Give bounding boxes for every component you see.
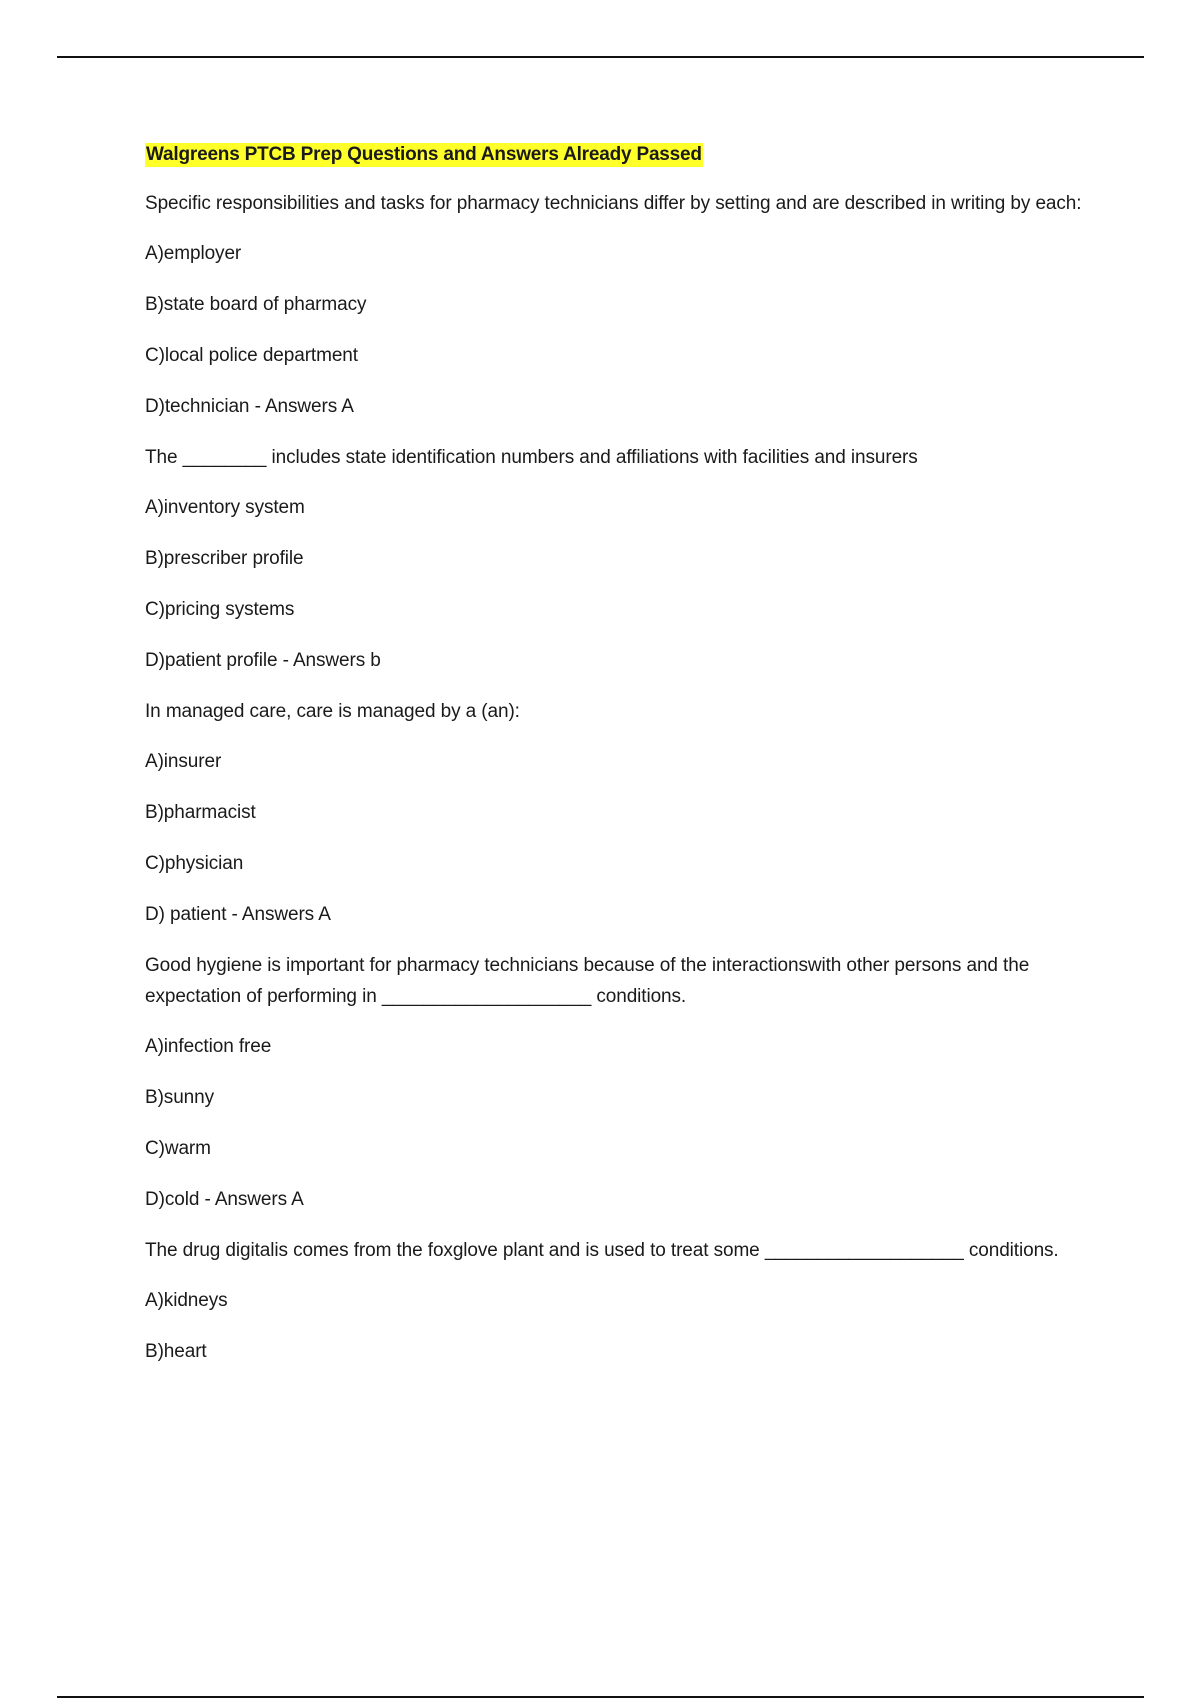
question-3-option-c: C)physician [145, 853, 244, 874]
footer-rule [57, 1696, 1144, 1698]
question-2-text: The ________ includes state identification numbers and affiliations with facilities and insurers [145, 447, 918, 468]
question-1-option-a: A)employer [145, 243, 242, 264]
question-4-option-d-answer: D)cold - Answers A [145, 1189, 304, 1210]
question-1-text: Specific responsibilities and tasks for pharmacy technicians differ by setting and are described in writing by each: [145, 193, 1082, 214]
question-3-option-a: A)insurer [145, 751, 222, 772]
header-rule [57, 56, 1144, 58]
question-4-text: Good hygiene is important for pharmacy technicians because of the interactionswith other persons and the expectation of performing in ____________________ conditions. [145, 955, 1030, 1007]
question-3-option-b: B)pharmacist [145, 802, 256, 823]
question-5-text: The drug digitalis comes from the foxglove plant and is used to treat some ___________________ conditions. [145, 1240, 1059, 1261]
question-2-option-c: C)pricing systems [145, 599, 295, 620]
question-1-option-b: B)state board of pharmacy [145, 294, 367, 315]
question-1-option-c: C)local police department [145, 345, 358, 366]
question-5-option-b: B)heart [145, 1341, 207, 1362]
question-4-option-a: A)infection free [145, 1036, 272, 1057]
question-4-option-b: B)sunny [145, 1087, 215, 1108]
question-4-option-c: C)warm [145, 1138, 211, 1159]
question-2-option-b: B)prescriber profile [145, 548, 304, 569]
question-3-text: In managed care, care is managed by a (an): [145, 701, 520, 722]
document-body [145, 143, 1085, 1387]
question-5-option-a: A)kidneys [145, 1290, 228, 1311]
question-3-option-d-answer: D) patient - Answers A [145, 904, 331, 925]
question-1-option-d-answer: D)technician - Answers A [145, 396, 354, 417]
document-title: Walgreens PTCB Prep Questions and Answers Already Passed [146, 144, 702, 165]
question-2-option-a: A)inventory system [145, 497, 305, 518]
question-2-option-d-answer: D)patient profile - Answers b [145, 650, 381, 671]
